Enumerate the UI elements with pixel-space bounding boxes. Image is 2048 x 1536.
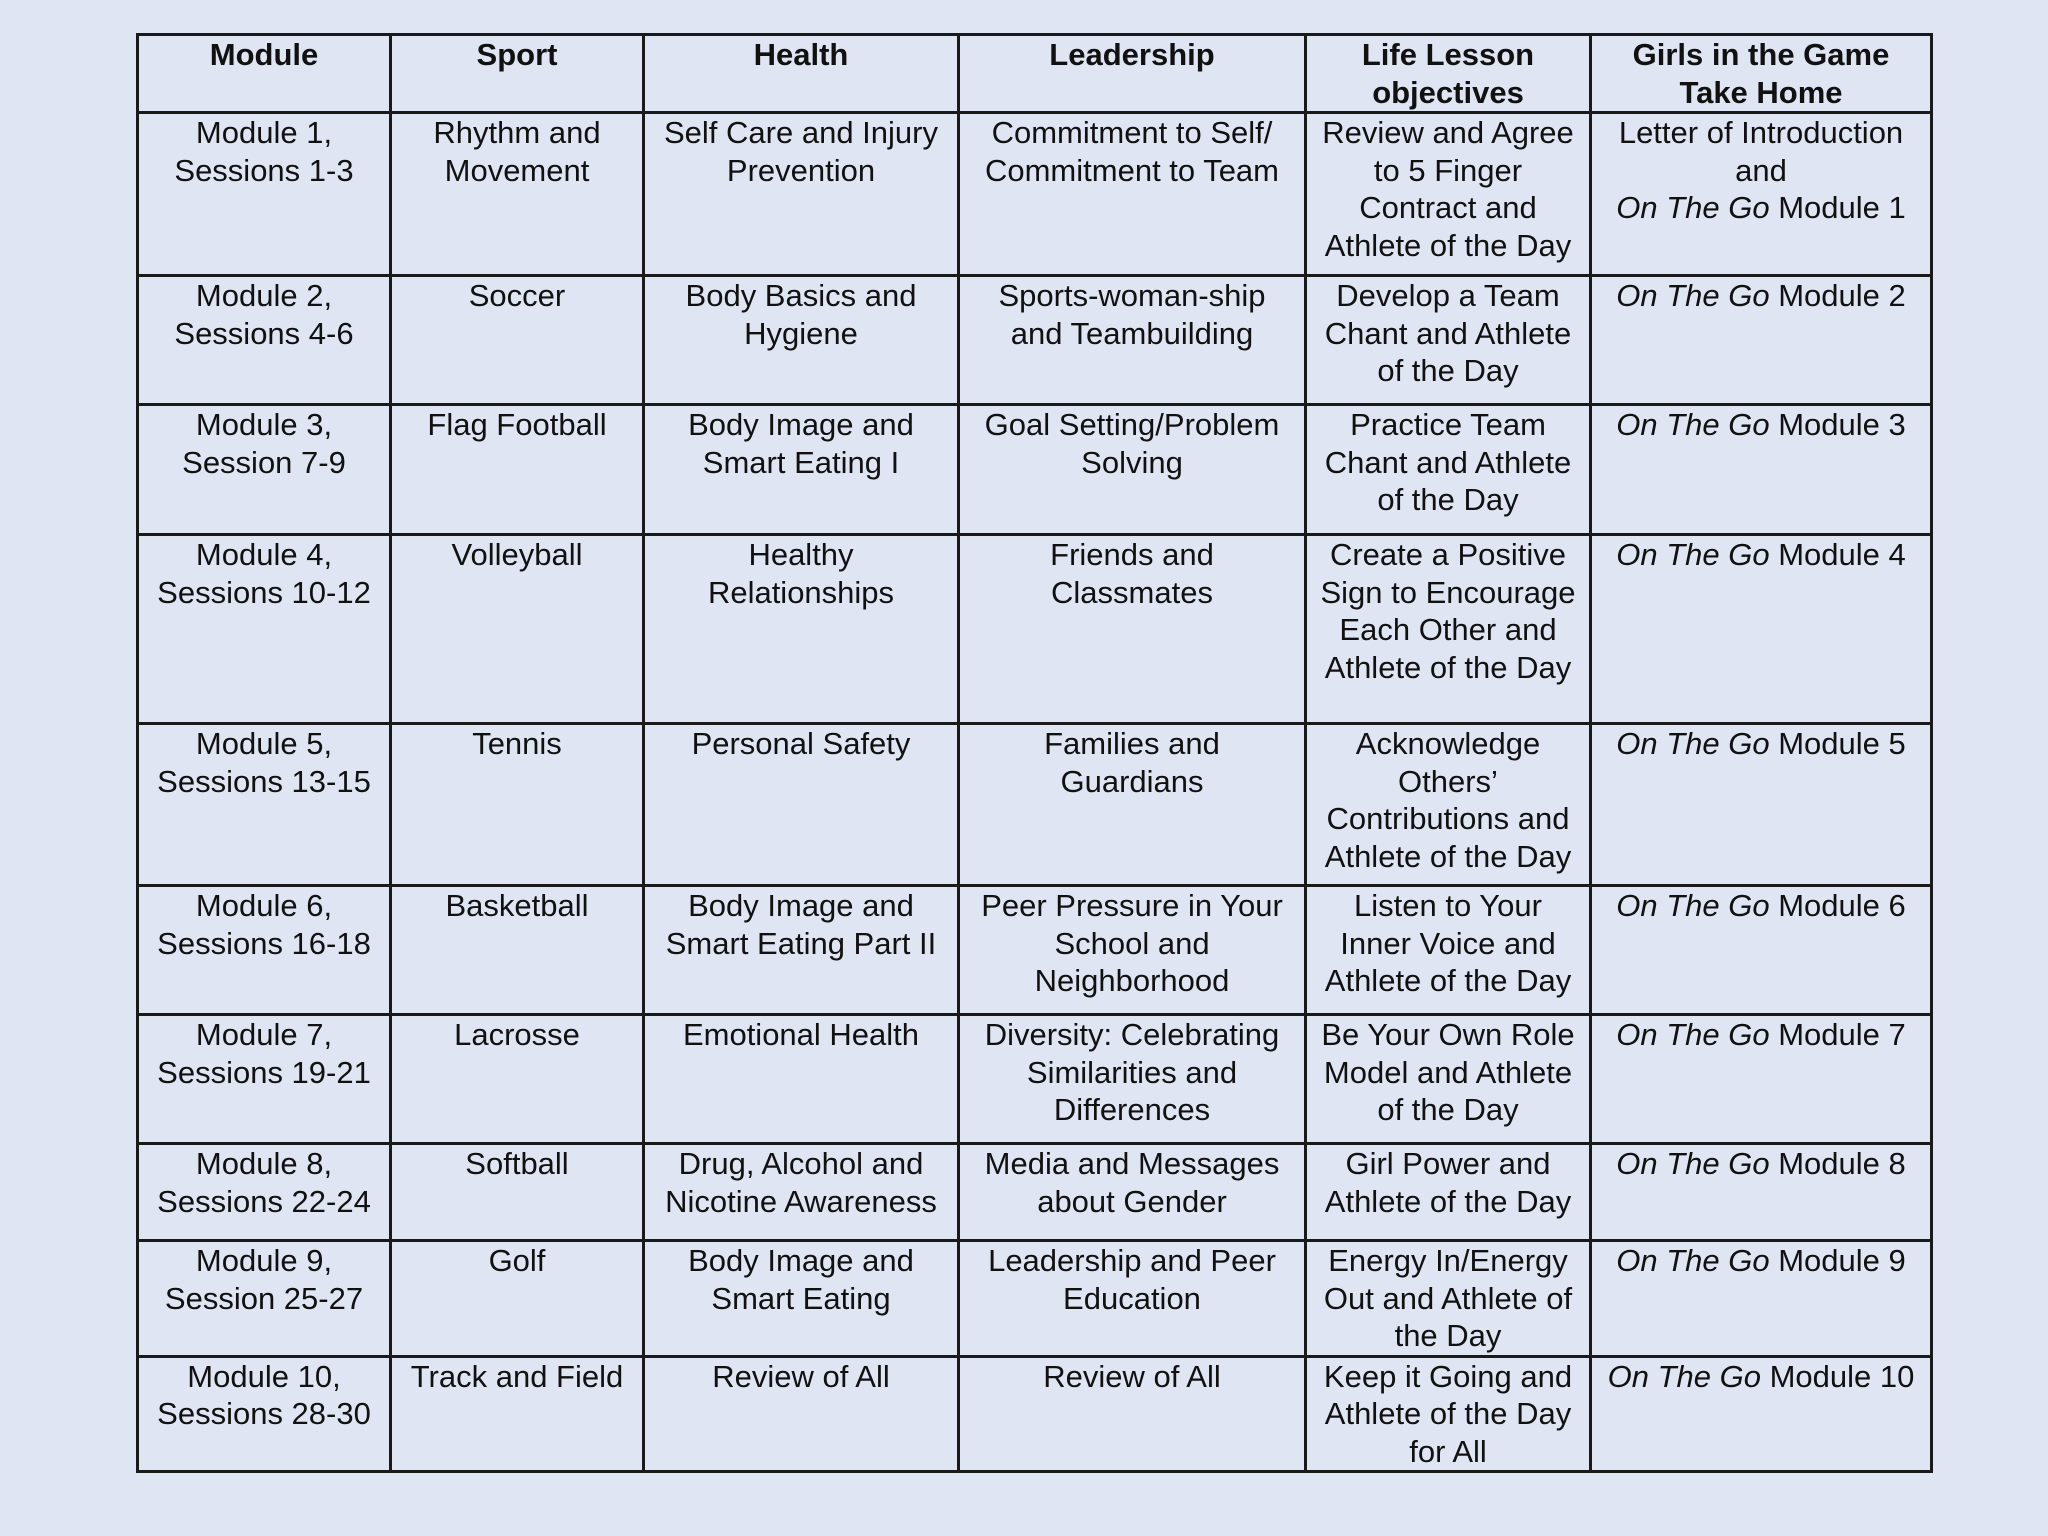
take-home-module: Module 5 — [1769, 726, 1906, 761]
health-cell — [644, 724, 959, 886]
module-cell-text: Module 8, Sessions 22-24 — [157, 1146, 371, 1219]
life-lesson-cell — [1306, 724, 1591, 886]
leadership-cell-text: Review of All — [1043, 1358, 1221, 1394]
health-cell-text: Healthy Relationships — [707, 537, 895, 610]
take-home-cell — [1591, 1015, 1932, 1144]
table-row — [138, 724, 1932, 886]
take-home-text — [1598, 1145, 1924, 1183]
life-lesson-cell — [1306, 113, 1591, 276]
take-home-title: On The Go — [1616, 1243, 1770, 1278]
take-home-text — [1598, 1358, 1924, 1396]
leadership-cell — [959, 724, 1306, 886]
take-home-cell — [1591, 724, 1932, 886]
sport-cell-text: Rhythm and Movement — [433, 115, 601, 188]
take-home-title: On The Go — [1616, 888, 1770, 923]
take-home-cell — [1591, 113, 1932, 276]
leadership-cell — [959, 276, 1306, 405]
header-take-home: Girls in the Game Take Home — [1591, 35, 1932, 113]
header-leadership: Leadership — [959, 35, 1306, 113]
health-cell — [644, 1241, 959, 1357]
life-lesson-cell-text: Energy In/Energy Out and Athlete of the Day — [1323, 1243, 1573, 1353]
take-home-title: On The Go — [1616, 278, 1770, 313]
health-cell — [644, 1015, 959, 1144]
life-lesson-cell-text: Girl Power and Athlete of the Day — [1324, 1146, 1572, 1219]
sport-cell — [391, 113, 644, 276]
health-cell-text: Drug, Alcohol and Nicotine Awareness — [665, 1146, 937, 1219]
sport-cell — [391, 1356, 644, 1472]
header-module: Module — [138, 35, 391, 113]
health-cell-text: Body Image and Smart Eating — [688, 1243, 914, 1316]
sport-cell — [391, 276, 644, 405]
table-row — [138, 113, 1932, 276]
leadership-cell — [959, 1015, 1306, 1144]
leadership-cell — [959, 1356, 1306, 1472]
take-home-text — [1598, 725, 1924, 763]
module-cell — [138, 1356, 391, 1472]
life-lesson-cell-text: Create a Positive Sign to Encourage Each Other and Athlete of the Day — [1320, 537, 1576, 685]
module-cell — [138, 535, 391, 724]
leadership-cell-text: Families and Guardians — [1044, 726, 1220, 799]
life-lesson-cell — [1306, 886, 1591, 1015]
module-cell — [138, 1015, 391, 1144]
module-cell-text: Module 6, Sessions 16-18 — [157, 888, 371, 961]
take-home-title: On The Go — [1616, 1146, 1770, 1181]
table-row — [138, 886, 1932, 1015]
life-lesson-cell — [1306, 405, 1591, 535]
life-lesson-cell — [1306, 1144, 1591, 1241]
take-home-prefix: Letter of Introduction and — [1618, 115, 1904, 188]
health-cell-text: Self Care and Injury Prevention — [664, 115, 938, 188]
life-lesson-cell — [1306, 276, 1591, 405]
health-cell — [644, 276, 959, 405]
take-home-title: On The Go — [1616, 537, 1770, 572]
header-health: Health — [644, 35, 959, 113]
leadership-cell — [959, 405, 1306, 535]
life-lesson-cell — [1306, 1241, 1591, 1357]
sport-cell-text: Soccer — [468, 278, 566, 313]
take-home-cell — [1591, 886, 1932, 1015]
table-row — [138, 1241, 1932, 1357]
sport-cell — [391, 535, 644, 724]
life-lesson-cell — [1306, 1356, 1591, 1472]
table-row — [138, 535, 1932, 724]
leadership-cell — [959, 535, 1306, 724]
take-home-cell — [1591, 276, 1932, 405]
take-home-text — [1598, 114, 1924, 227]
module-cell-text: Module 2, Sessions 4-6 — [174, 278, 354, 351]
sport-cell — [391, 405, 644, 535]
sport-cell-text: Lacrosse — [454, 1017, 580, 1052]
leadership-cell — [959, 1144, 1306, 1241]
take-home-title: On The Go — [1616, 726, 1770, 761]
health-cell-text: Review of All — [712, 1358, 890, 1394]
sport-cell — [391, 1144, 644, 1241]
health-cell-text: Personal Safety — [691, 726, 911, 761]
module-cell — [138, 113, 391, 276]
leadership-cell-text: Diversity: Celebrating Similarities and Differences — [984, 1017, 1280, 1127]
take-home-cell — [1591, 405, 1932, 535]
table-row — [138, 276, 1932, 405]
health-cell — [644, 535, 959, 724]
take-home-title: On The Go — [1607, 1358, 1761, 1394]
leadership-cell-text: Leadership and Peer Education — [988, 1243, 1276, 1316]
module-cell — [138, 276, 391, 405]
leadership-cell — [959, 886, 1306, 1015]
take-home-title: On The Go — [1616, 407, 1770, 442]
leadership-cell-text: Media and Messages about Gender — [984, 1146, 1280, 1219]
take-home-module: Module 1 — [1769, 190, 1906, 225]
module-cell-text: Module 4, Sessions 10-12 — [157, 537, 371, 610]
take-home-module: Module 2 — [1769, 278, 1906, 313]
module-cell-text: Module 10, Sessions 28-30 — [157, 1358, 371, 1431]
table-row — [138, 1015, 1932, 1144]
take-home-module: Module 9 — [1769, 1243, 1906, 1278]
health-cell — [644, 113, 959, 276]
take-home-title: On The Go — [1616, 190, 1770, 225]
health-cell — [644, 1144, 959, 1241]
take-home-module: Module 10 — [1760, 1358, 1915, 1394]
take-home-text — [1598, 887, 1924, 925]
header-life-lesson: Life Lesson objectives — [1306, 35, 1591, 113]
module-cell — [138, 1241, 391, 1357]
take-home-module: Module 6 — [1769, 888, 1906, 923]
take-home-text — [1598, 1242, 1924, 1280]
take-home-text — [1598, 406, 1924, 444]
table-body — [138, 113, 1932, 1472]
life-lesson-cell-text: Keep it Going and Athlete of the Day for All — [1323, 1358, 1573, 1469]
take-home-module: Module 3 — [1769, 407, 1906, 442]
life-lesson-cell-text: Develop a Team Chant and Athlete of the Day — [1324, 278, 1572, 388]
leadership-cell-text: Commitment to Self/ Commitment to Team — [984, 115, 1279, 188]
sport-cell-text: Softball — [465, 1146, 569, 1181]
header-row — [138, 35, 1932, 113]
module-cell-text: Module 9, Session 25-27 — [164, 1243, 364, 1316]
sport-cell — [391, 724, 644, 886]
take-home-text — [1598, 536, 1924, 574]
take-home-cell — [1591, 1241, 1932, 1357]
take-home-text — [1598, 1016, 1924, 1054]
take-home-module: Module 4 — [1769, 537, 1906, 572]
take-home-cell — [1591, 1144, 1932, 1241]
life-lesson-cell-text: Acknowledge Others’ Contributions and Athlete of the Day — [1324, 726, 1572, 874]
health-cell — [644, 886, 959, 1015]
table-row — [138, 1356, 1932, 1472]
module-cell-text: Module 5, Sessions 13-15 — [157, 726, 371, 799]
life-lesson-cell-text: Review and Agree to 5 Finger Contract and Athlete of the Day — [1322, 115, 1574, 263]
sport-cell-text: Flag Football — [427, 407, 607, 442]
life-lesson-cell — [1306, 535, 1591, 724]
leadership-cell-text: Goal Setting/Problem Solving — [984, 407, 1280, 480]
life-lesson-cell-text: Listen to Your Inner Voice and Athlete of the Day — [1324, 888, 1572, 998]
sport-cell-text: Basketball — [445, 888, 589, 923]
sport-cell — [391, 886, 644, 1015]
module-cell — [138, 1144, 391, 1241]
module-cell — [138, 886, 391, 1015]
header-sport: Sport — [391, 35, 644, 113]
take-home-cell — [1591, 535, 1932, 724]
module-cell — [138, 724, 391, 886]
module-cell-text: Module 1, Sessions 1-3 — [174, 115, 354, 188]
sport-cell — [391, 1241, 644, 1357]
life-lesson-cell-text: Be Your Own Role Model and Athlete of the Day — [1321, 1017, 1575, 1127]
sport-cell-text: Volleyball — [451, 537, 583, 572]
health-cell-text: Body Image and Smart Eating I — [688, 407, 914, 480]
sport-cell-text: Golf — [488, 1243, 546, 1278]
sport-cell — [391, 1015, 644, 1144]
take-home-module: Module 8 — [1769, 1146, 1906, 1181]
sport-cell-text: Track and Field — [410, 1358, 624, 1394]
health-cell-text: Body Image and Smart Eating Part II — [665, 888, 937, 961]
health-cell — [644, 405, 959, 535]
life-lesson-cell — [1306, 1015, 1591, 1144]
leadership-cell-text: Friends and Classmates — [1050, 537, 1214, 610]
module-cell-text: Module 7, Sessions 19-21 — [157, 1017, 371, 1090]
leadership-cell-text: Peer Pressure in Your School and Neighborhood — [981, 888, 1283, 998]
health-cell — [644, 1356, 959, 1472]
take-home-text — [1598, 277, 1924, 315]
health-cell-text: Body Basics and Hygiene — [685, 278, 917, 351]
life-lesson-cell-text: Practice Team Chant and Athlete of the Day — [1324, 407, 1572, 517]
leadership-cell — [959, 1241, 1306, 1357]
module-cell — [138, 405, 391, 535]
module-cell-text: Module 3, Session 7-9 — [182, 407, 346, 480]
take-home-title: On The Go — [1616, 1017, 1770, 1052]
health-cell-text: Emotional Health — [682, 1017, 920, 1052]
leadership-cell — [959, 113, 1306, 276]
take-home-module: Module 7 — [1769, 1017, 1906, 1052]
curriculum-table — [136, 33, 1933, 1473]
sport-cell-text: Tennis — [472, 726, 562, 761]
take-home-cell — [1591, 1356, 1932, 1472]
table-row — [138, 1144, 1932, 1241]
table-row — [138, 405, 1932, 535]
leadership-cell-text: Sports-woman-ship and Teambuilding — [998, 278, 1266, 351]
